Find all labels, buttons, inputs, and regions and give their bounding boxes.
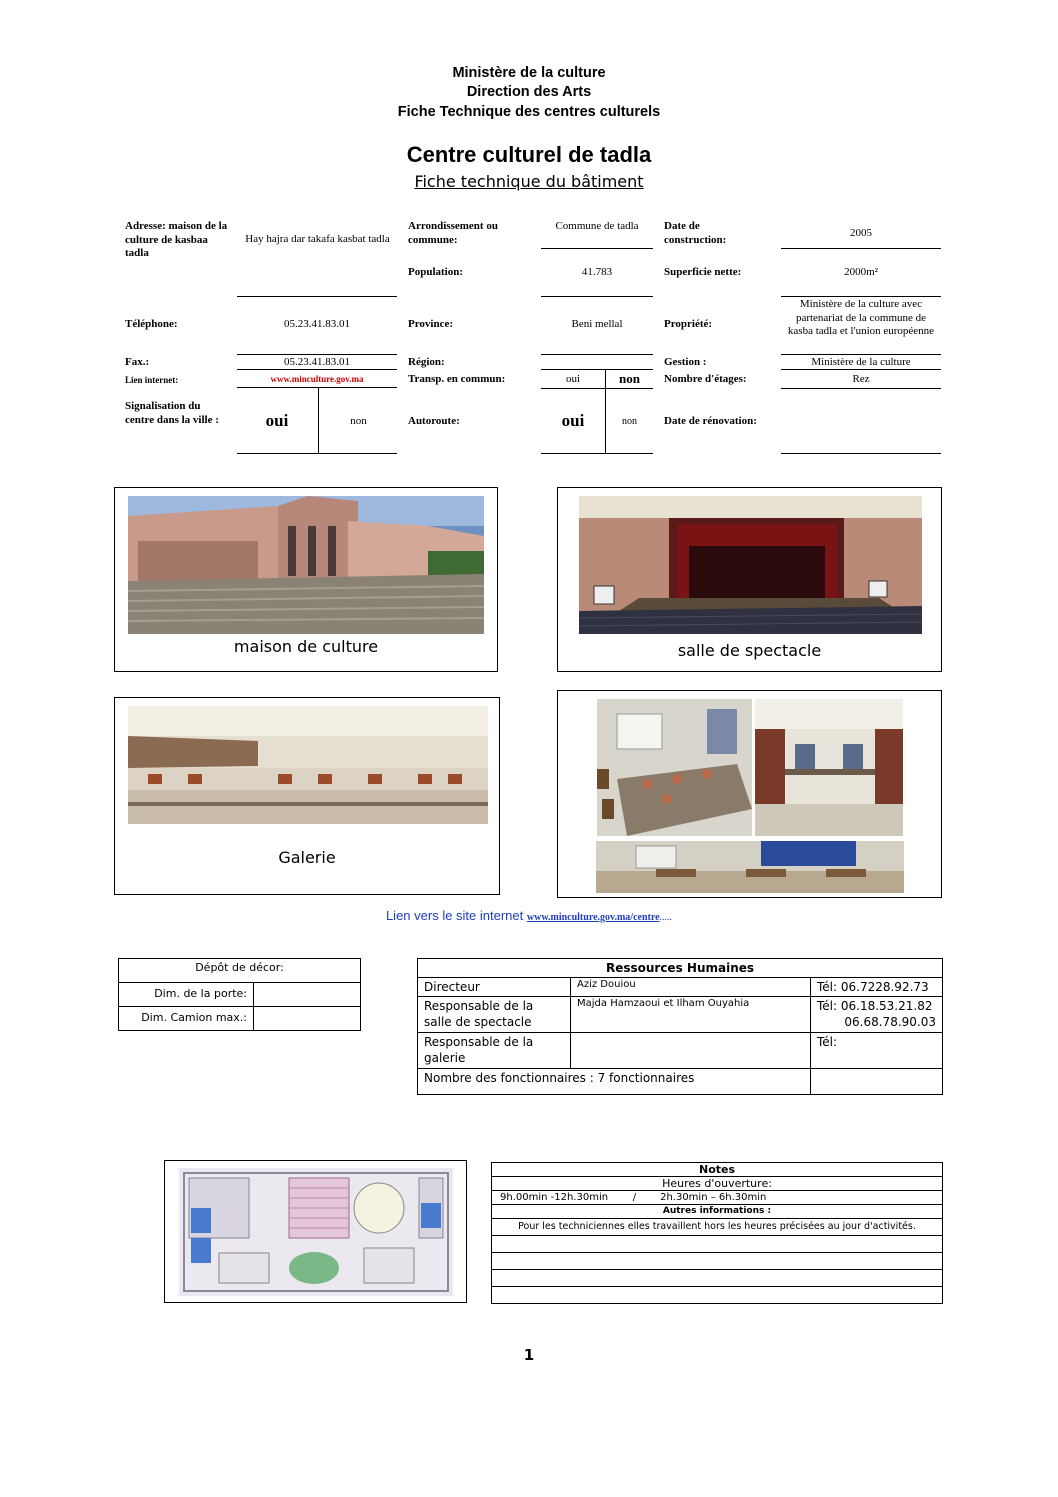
photo-box-salle	[557, 487, 942, 672]
rh-role: Responsable de la galerie	[418, 1033, 571, 1069]
notes-heures-label: Heures d'ouverture:	[492, 1177, 943, 1191]
rh-table	[417, 958, 943, 1095]
depot-table	[118, 958, 361, 1031]
notes-autres-label: Autres informations :	[492, 1205, 943, 1219]
gestion-label: Gestion :	[664, 356, 707, 368]
population-value: 41.783	[581, 266, 613, 278]
autoroute-non: non	[622, 416, 637, 427]
adresse-label: Adresse: maison de la culture de kasbaa tadla	[125, 220, 228, 259]
ministry-line: Ministère de la culture	[452, 65, 606, 81]
telephone-value: 05.23.41.83.01	[284, 318, 350, 330]
depot-camion-value	[254, 1007, 361, 1031]
renovation-label: Date de rénovation:	[664, 415, 757, 427]
depot-title: Dépôt de décor:	[119, 959, 361, 983]
province-label: Province:	[408, 318, 454, 330]
rh-tel: Tél: 06.7228.92.73	[811, 978, 943, 997]
depot-camion-label: Dim. Camion max.:	[119, 1007, 254, 1031]
site-link-url[interactable]: www.minculture.gov.ma/centre	[526, 912, 660, 923]
caption-salle: salle de spectacle	[677, 641, 822, 660]
notes-heures-row	[492, 1191, 943, 1205]
superficie-value: 2000m²	[844, 266, 878, 278]
etages-value: Rez	[852, 373, 870, 385]
rh-tel: Tél: 06.18.53.21.82	[817, 999, 933, 1013]
photo-salle-multimedia	[596, 841, 904, 893]
fiche-line: Fiche Technique des centres culturels	[397, 104, 661, 120]
photo-galerie	[128, 706, 488, 824]
photo-salle-de-spectacle	[579, 496, 922, 634]
province-value: Beni mellal	[571, 318, 623, 330]
notes-table	[491, 1162, 943, 1304]
transp-oui: oui	[565, 373, 581, 385]
gestion-value: Ministère de la culture	[811, 356, 911, 368]
rh-title: Ressources Humaines	[418, 959, 943, 978]
page-number: 1	[523, 1346, 535, 1364]
site-link-label: Lien vers le site internet	[385, 908, 524, 923]
page-subtitle: Fiche technique du bâtiment	[414, 172, 644, 191]
lien-value[interactable]: www.minculture.gov.ma	[270, 374, 364, 384]
telephone-label: Téléphone:	[125, 318, 178, 330]
date-construction-label: Date de construction:	[664, 220, 727, 246]
site-link-dots: .....	[659, 912, 673, 923]
date-construction-value: 2005	[850, 227, 872, 239]
rh-name: Aziz Douiou	[571, 978, 811, 997]
photo-box-galerie	[114, 697, 500, 895]
heures-matin: 9h.00min -12h.30min	[500, 1192, 609, 1203]
arrondissement-value: Commune de tadla	[555, 220, 639, 232]
rh-tel2: 06.68.78.90.03	[844, 1015, 936, 1029]
population-label: Population:	[408, 266, 464, 278]
arrondissement-label: Arrondissement ou commune:	[408, 220, 498, 246]
rh-name	[571, 1033, 811, 1069]
photo-box-bibliotheque	[557, 690, 942, 898]
floor-plan-image	[179, 1168, 453, 1296]
floor-plan-box	[164, 1160, 467, 1303]
region-label: Région:	[408, 356, 445, 368]
etages-label: Nombre d'étages:	[664, 373, 747, 385]
caption-galerie: Galerie	[278, 848, 336, 867]
rh-name: Majda Hamzaoui et Ilham Ouyahia	[571, 997, 811, 1033]
lien-label: Lien internet:	[125, 375, 179, 385]
adresse-value: Hay hajra dar takafa kasbat tadla	[245, 233, 390, 245]
notes-autres-text: Pour les techniciennes elles travaillent hors les heures précisées au jour d'activités.	[492, 1219, 943, 1236]
rh-role: Responsable de la salle de spectacle	[418, 997, 571, 1033]
signalisation-label: Signalisation du centre dans la ville :	[125, 400, 219, 426]
autoroute-oui: oui	[561, 411, 585, 430]
depot-porte-value	[254, 983, 361, 1007]
transp-label: Transp. en commun:	[408, 373, 506, 385]
photo-box-maison	[114, 487, 498, 672]
fax-value: 05.23.41.83.01	[284, 356, 350, 368]
autoroute-label: Autoroute:	[408, 415, 460, 427]
direction-line: Direction des Arts	[466, 84, 592, 100]
photo-maison-de-culture	[128, 496, 484, 634]
notes-title: Notes	[492, 1163, 943, 1177]
photo-bibliotheque	[755, 699, 903, 836]
signalisation-oui: oui	[265, 411, 289, 430]
propriete-label: Propriété:	[664, 318, 713, 330]
heures-soir: 2h.30min – 6h.30min	[660, 1192, 767, 1203]
rh-role: Directeur	[418, 978, 571, 997]
rh-fonctionnaires: Nombre des fonctionnaires : 7 fonctionnaires	[418, 1069, 811, 1095]
transp-non: non	[619, 371, 640, 386]
heures-slash: /	[632, 1192, 637, 1203]
photo-salle-exposition	[597, 699, 752, 836]
signalisation-non: non	[350, 415, 367, 427]
propriete-value: Ministère de la culture avec partenariat de la commune de kasba tadla et l'union européenne	[787, 298, 935, 337]
page-title: Centre culturel de tadla	[406, 142, 652, 167]
site-link-line	[0, 908, 1058, 923]
fax-label: Fax.:	[125, 356, 150, 368]
rh-tel: Tél:	[811, 1033, 943, 1069]
superficie-label: Superficie nette:	[664, 266, 742, 278]
caption-maison: maison de culture	[233, 637, 379, 656]
depot-porte-label: Dim. de la porte:	[119, 983, 254, 1007]
